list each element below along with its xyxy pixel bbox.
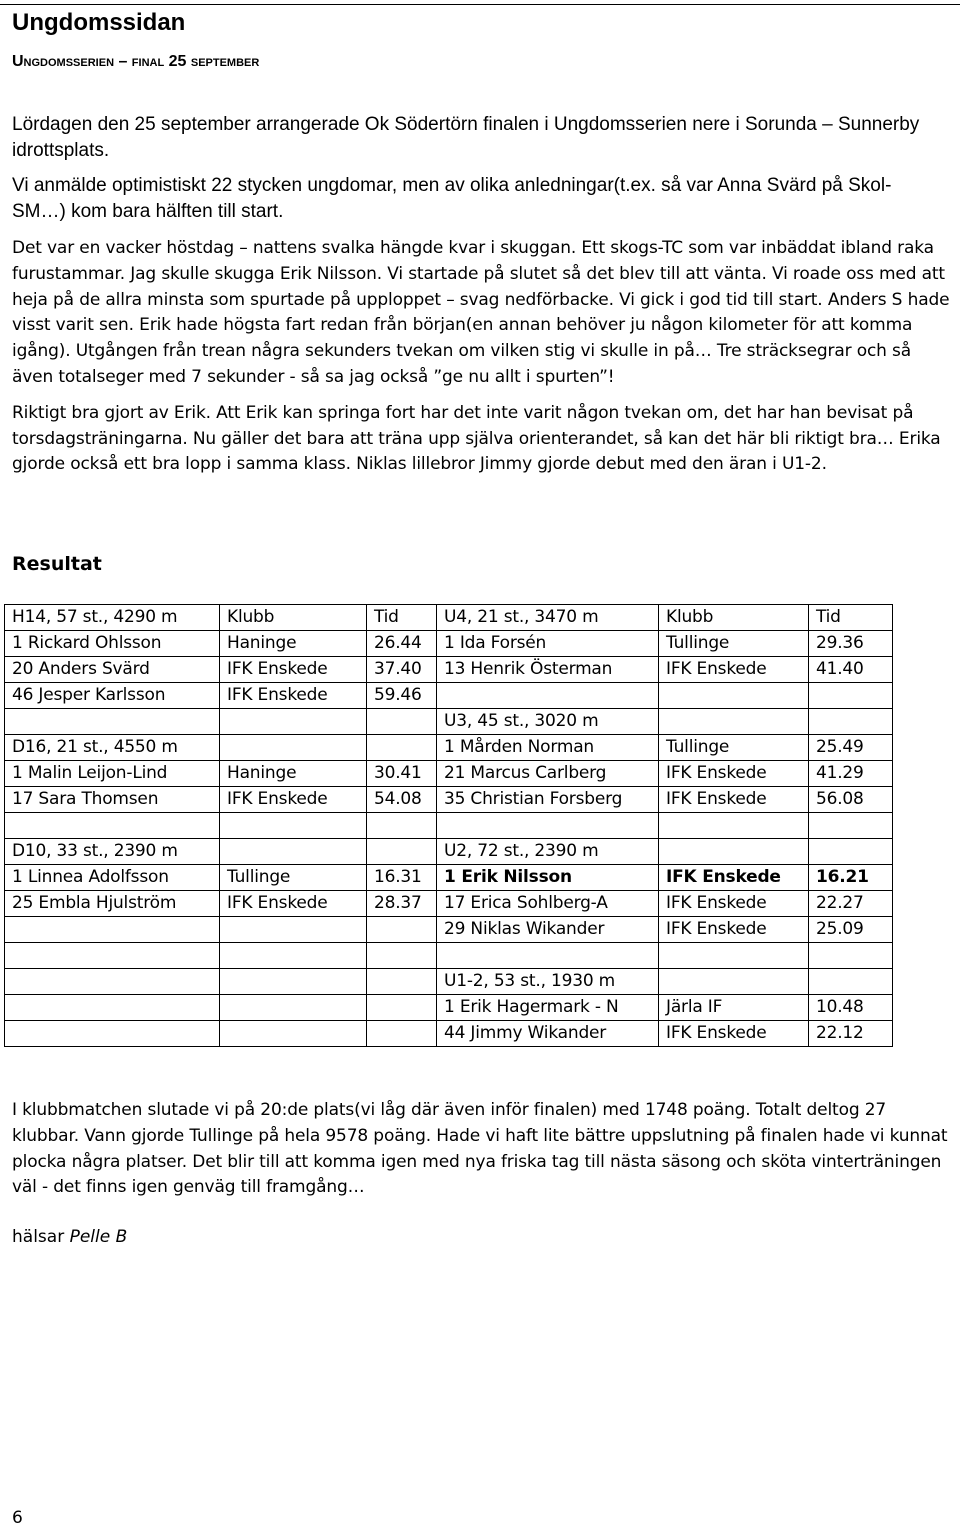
table-row bbox=[5, 943, 893, 969]
table-cell: 29 Niklas Wikander bbox=[437, 917, 659, 943]
table-cell bbox=[367, 917, 437, 943]
table-cell bbox=[367, 1021, 437, 1047]
table-cell: 10.48 bbox=[809, 995, 893, 1021]
top-rule bbox=[0, 4, 960, 5]
table-cell: IFK Enskede bbox=[220, 891, 367, 917]
table-cell bbox=[220, 969, 367, 995]
table-cell: 1 Rickard Ohlsson bbox=[5, 631, 220, 657]
table-cell bbox=[659, 813, 809, 839]
table-cell: 44 Jimmy Wikander bbox=[437, 1021, 659, 1047]
table-row bbox=[5, 1021, 893, 1047]
table-cell: 1 Ida Forsén bbox=[437, 631, 659, 657]
table-cell: Järla IF bbox=[659, 995, 809, 1021]
table-row bbox=[5, 891, 893, 917]
table-cell bbox=[220, 839, 367, 865]
table-cell: 25.09 bbox=[809, 917, 893, 943]
table-cell: 46 Jesper Karlsson bbox=[5, 683, 220, 709]
greeting-text: hälsar bbox=[12, 1227, 65, 1247]
table-cell: IFK Enskede bbox=[220, 683, 367, 709]
page-number: 6 bbox=[12, 1508, 23, 1528]
table-cell bbox=[220, 1021, 367, 1047]
table-cell: 1 Erik Nilsson bbox=[437, 865, 659, 891]
table-cell: 25 Embla Hjulström bbox=[5, 891, 220, 917]
table-cell bbox=[367, 709, 437, 735]
table-cell bbox=[5, 709, 220, 735]
table-cell bbox=[809, 943, 893, 969]
table-cell bbox=[220, 943, 367, 969]
table-cell: Tid bbox=[809, 605, 893, 631]
table-cell bbox=[367, 839, 437, 865]
table-cell bbox=[809, 969, 893, 995]
table-cell bbox=[809, 813, 893, 839]
table-row bbox=[5, 683, 893, 709]
table-cell: 17 Sara Thomsen bbox=[5, 787, 220, 813]
table-row bbox=[5, 839, 893, 865]
table-cell: Tullinge bbox=[659, 735, 809, 761]
table-cell bbox=[220, 709, 367, 735]
table-cell: 21 Marcus Carlberg bbox=[437, 761, 659, 787]
table-cell bbox=[367, 735, 437, 761]
table-cell: D10, 33 st., 2390 m bbox=[5, 839, 220, 865]
results-table-body bbox=[5, 605, 893, 1047]
table-cell: IFK Enskede bbox=[220, 787, 367, 813]
table-cell: IFK Enskede bbox=[659, 865, 809, 891]
table-cell bbox=[367, 943, 437, 969]
table-row bbox=[5, 995, 893, 1021]
table-cell: 37.40 bbox=[367, 657, 437, 683]
table-cell: IFK Enskede bbox=[659, 891, 809, 917]
table-cell: IFK Enskede bbox=[659, 1021, 809, 1047]
table-cell bbox=[659, 943, 809, 969]
table-cell: 41.29 bbox=[809, 761, 893, 787]
signature: Pelle B bbox=[69, 1227, 128, 1247]
table-cell: 22.12 bbox=[809, 1021, 893, 1047]
table-cell bbox=[367, 813, 437, 839]
closing-paragraph: I klubbmatchen slutade vi på 20:de plats(vi låg där även inför finalen) med 1748 poäng. Totalt deltog 27 klubbar. Vann gjorde Tullinge på hela 9578 poäng. Hade vi haft lite bättre uppslutning på finalen hade vi kunnat plocka några platser. Det blir till att komma igen med nya friska tag till nästa säsong och sköta vinterträningen väl - det finns igen genväg till framgång… bbox=[12, 1100, 948, 1198]
table-cell: Klubb bbox=[659, 605, 809, 631]
results-table bbox=[4, 604, 893, 1047]
table-cell bbox=[220, 917, 367, 943]
body-paragraph-1: Det var en vacker höstdag – nattens svalka hängde kvar i skuggan. Ett skogs-TC som var inbäddat ibland raka furustammar. Jag skulle skugga Erik Nilsson. Vi startade på slutet så det blev till att vänta. Vi roade oss med att heja på de allra minsta som spurtade på upploppet – svag nedförbacke. Vi gick i god tid till start. Anders S hade visst varit sen. Erik hade högsta fart redan från början(en annan behöver ju någon kilometer för att komma igång). Utgången från trean några sekunders tvekan om vilken stig vi skulle in på… Tre sträcksegrar och så även totalseger med 7 sekunder - så sa jag också ”ge nu allt i spurten”! bbox=[12, 238, 950, 387]
table-cell: IFK Enskede bbox=[220, 657, 367, 683]
table-cell bbox=[5, 917, 220, 943]
table-cell: 35 Christian Forsberg bbox=[437, 787, 659, 813]
table-cell: D16, 21 st., 4550 m bbox=[5, 735, 220, 761]
table-cell: 26.44 bbox=[367, 631, 437, 657]
table-cell: IFK Enskede bbox=[659, 657, 809, 683]
table-cell bbox=[220, 813, 367, 839]
table-row bbox=[5, 969, 893, 995]
intro-line-1: Lördagen den 25 september arrangerade Ok Södertörn finalen i Ungdomsserien nere i Sorunda – Sunnerby idrottsplats. bbox=[12, 114, 920, 161]
table-cell: U2, 72 st., 2390 m bbox=[437, 839, 659, 865]
article-body bbox=[12, 236, 952, 478]
table-cell bbox=[437, 943, 659, 969]
table-row bbox=[5, 813, 893, 839]
table-cell: 41.40 bbox=[809, 657, 893, 683]
table-cell: 16.21 bbox=[809, 865, 893, 891]
table-cell: U1-2, 53 st., 1930 m bbox=[437, 969, 659, 995]
table-cell: Haninge bbox=[220, 761, 367, 787]
table-cell: 56.08 bbox=[809, 787, 893, 813]
table-cell: Tid bbox=[367, 605, 437, 631]
table-row bbox=[5, 631, 893, 657]
table-row bbox=[5, 787, 893, 813]
table-row bbox=[5, 709, 893, 735]
table-cell bbox=[367, 995, 437, 1021]
table-cell: 30.41 bbox=[367, 761, 437, 787]
table-cell: 1 Erik Hagermark - N bbox=[437, 995, 659, 1021]
table-cell: 1 Malin Leijon-Lind bbox=[5, 761, 220, 787]
table-cell bbox=[220, 995, 367, 1021]
table-cell bbox=[5, 969, 220, 995]
table-cell bbox=[437, 683, 659, 709]
table-cell: 1 Mården Norman bbox=[437, 735, 659, 761]
table-cell bbox=[5, 813, 220, 839]
table-cell: IFK Enskede bbox=[659, 787, 809, 813]
table-cell: 59.46 bbox=[367, 683, 437, 709]
table-row bbox=[5, 865, 893, 891]
table-cell bbox=[367, 969, 437, 995]
table-cell: 13 Henrik Österman bbox=[437, 657, 659, 683]
table-cell: 16.31 bbox=[367, 865, 437, 891]
greeting-line bbox=[12, 1224, 127, 1250]
table-row bbox=[5, 605, 893, 631]
table-cell: Haninge bbox=[220, 631, 367, 657]
table-cell: 25.49 bbox=[809, 735, 893, 761]
table-cell: U3, 45 st., 3020 m bbox=[437, 709, 659, 735]
intro-section bbox=[12, 112, 942, 225]
table-row bbox=[5, 917, 893, 943]
table-cell: Tullinge bbox=[659, 631, 809, 657]
table-cell bbox=[220, 735, 367, 761]
table-cell: U4, 21 st., 3470 m bbox=[437, 605, 659, 631]
table-cell bbox=[5, 1021, 220, 1047]
table-cell bbox=[437, 813, 659, 839]
table-cell: 54.08 bbox=[367, 787, 437, 813]
table-cell: 22.27 bbox=[809, 891, 893, 917]
intro-line-2: Vi anmälde optimistiskt 22 stycken ungdomar, men av olika anledningar(t.ex. så var Anna Svärd på Skol-SM…) kom bara hälften till start. bbox=[12, 175, 892, 222]
table-cell bbox=[659, 969, 809, 995]
table-cell: 28.37 bbox=[367, 891, 437, 917]
table-cell: 17 Erica Sohlberg-A bbox=[437, 891, 659, 917]
results-heading: Resultat bbox=[12, 553, 102, 575]
table-cell: IFK Enskede bbox=[659, 917, 809, 943]
table-cell bbox=[809, 683, 893, 709]
table-cell bbox=[809, 709, 893, 735]
table-cell bbox=[659, 839, 809, 865]
table-cell bbox=[659, 683, 809, 709]
article-subtitle: Ungdomsserien – final 25 september bbox=[12, 53, 260, 70]
table-cell: H14, 57 st., 4290 m bbox=[5, 605, 220, 631]
body-paragraph-2: Riktigt bra gjort av Erik. Att Erik kan springa fort har det inte varit någon tvekan om, det har han bevisat på torsdagsträningarna. Nu gäller det bara att träna upp själva orienterandet, så kan det här bli riktigt bra… Erika gjorde också ett bra lopp i samma klass. Niklas lillebror Jimmy gjorde debut med den äran i U1-2. bbox=[12, 402, 941, 475]
page-title: Ungdomssidan bbox=[12, 9, 186, 36]
table-cell: IFK Enskede bbox=[659, 761, 809, 787]
table-cell bbox=[659, 709, 809, 735]
table-cell: 20 Anders Svärd bbox=[5, 657, 220, 683]
table-cell: 29.36 bbox=[809, 631, 893, 657]
table-row bbox=[5, 761, 893, 787]
table-cell: Klubb bbox=[220, 605, 367, 631]
table-cell: Tullinge bbox=[220, 865, 367, 891]
table-row bbox=[5, 657, 893, 683]
table-cell bbox=[5, 943, 220, 969]
table-cell bbox=[5, 995, 220, 1021]
table-cell: 1 Linnea Adolfsson bbox=[5, 865, 220, 891]
table-cell bbox=[809, 839, 893, 865]
table-row bbox=[5, 735, 893, 761]
